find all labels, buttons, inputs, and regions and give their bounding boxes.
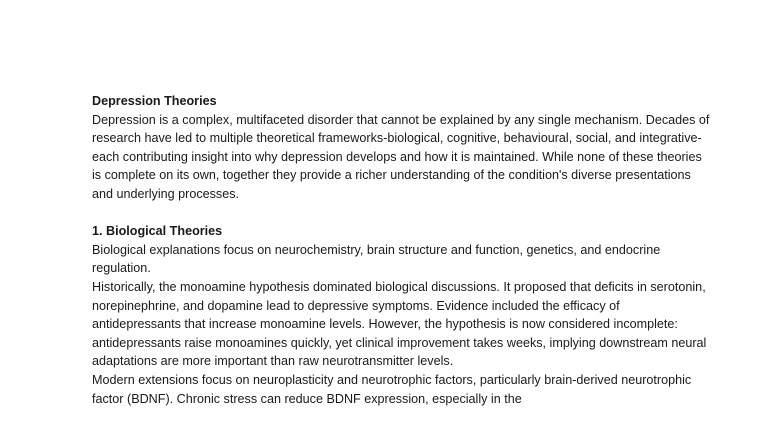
paragraph-spacer	[92, 204, 712, 223]
section-paragraph: Biological explanations focus on neurochemistry, brain structure and function, genetics, and endocrine regulation.	[92, 242, 661, 276]
document-body	[92, 92, 712, 408]
section-paragraph: Historically, the monoamine hypothesis dominated biological discussions. It proposed that deficits in serotonin, norepinephrine, and dopamine lead to depressive symptoms. Evidence included the efficacy of antidepressants that increase monoamine levels. However, the hypothesis is now considered incomplete: antidepressants raise monoamines quickly, yet clinical improvement takes weeks, implying downstream neural adaptations are more important than raw neurotransmitter levels.	[92, 279, 707, 369]
intro-paragraph: Depression is a complex, multifaceted disorder that cannot be explained by any single mechanism. Decades of research have led to multiple theoretical frameworks-biological, cognitive, behavioural, social, and integrative-each contributing insight into why depression develops and how it is maintained. While none of these theories is complete on its own, together they provide a richer understanding of the condition's diverse presentations and underlying processes.	[92, 112, 710, 201]
section-heading-biological: 1. Biological Theories	[92, 224, 223, 239]
document-title: Depression Theories	[92, 94, 217, 108]
section-paragraph: Modern extensions focus on neuroplasticity and neurotrophic factors, particularly brain-derived neurotrophic factor (BDNF). Chronic stress can reduce BDNF expression, especially in the	[92, 372, 692, 406]
